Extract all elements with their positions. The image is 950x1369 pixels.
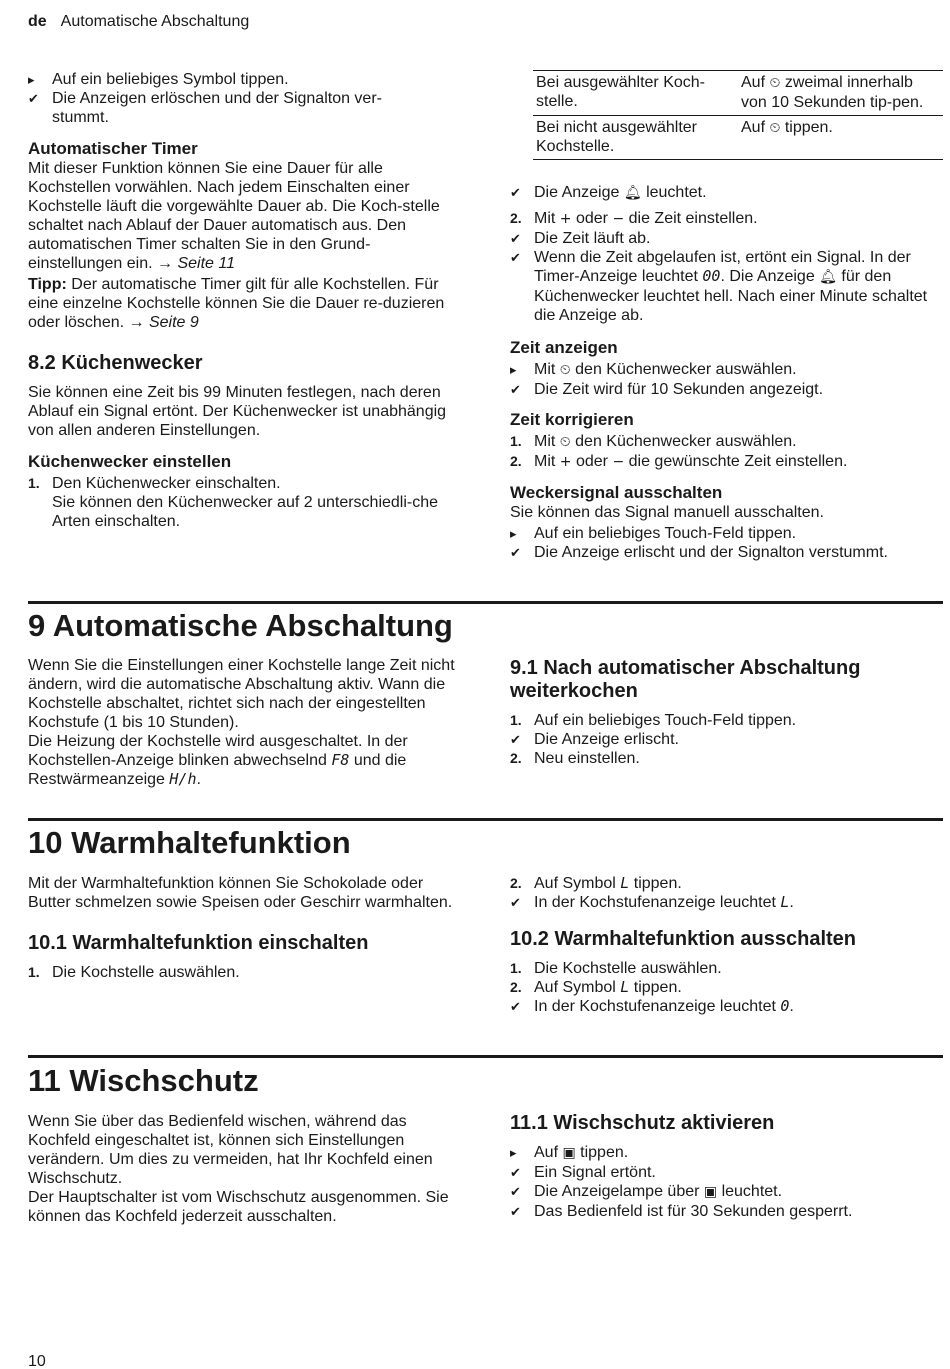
section-divider [28, 1055, 943, 1058]
list-item: ✔ Die Anzeige erlischt und der Signalton verstummt. [510, 544, 888, 561]
section-heading: Automatischer Timer [28, 139, 198, 158]
display-segment: F8 [331, 751, 350, 769]
minus-icon: − [612, 211, 625, 227]
paragraph: Mit dieser Funktion können Sie eine Dauer für alle Kochstellen vorwählen. Nach jedem Einschalten einer Kochstelle läuft die vorgewählte Dauer ab. Die Koch-stelle schaltet nach Ablauf der Dauer automatisch aus. Den automatischen Timer schalten Sie in den Grund-einstellungen ein. → Seite 11 [28, 160, 440, 272]
list-item: ✔ In der Kochstufenanzeige leuchtet 0. [510, 997, 794, 1015]
list-item: ▸ Auf ein beliebiges Symbol tippen. [28, 71, 289, 88]
display-segment: 0 [780, 997, 790, 1015]
list-item-sub: Sie können den Küchenwecker auf 2 unterschiedli-che Arten einschalten. [52, 494, 439, 530]
sec11-left-column [28, 1112, 463, 1226]
list-item: ▸ Auf ▣ tippen. [510, 1144, 629, 1161]
section-heading: 10.1 Warmhaltefunktion einschalten [28, 932, 369, 954]
list-item: 1. Den Küchenwecker einschalten. [28, 475, 281, 492]
right-top-column [510, 183, 945, 562]
display-segment: 00 [702, 267, 721, 285]
section-heading: 8.2 Küchenwecker [28, 352, 203, 374]
sec10-right-column [510, 874, 940, 1016]
section-heading: Küchenwecker einstellen [28, 452, 232, 471]
timer-icon: ⏲ [559, 362, 571, 378]
section-divider [28, 601, 943, 604]
left-top-column [28, 70, 453, 531]
paragraph: Mit der Warmhaltefunktion können Sie Schokolade oder Butter schmelzen sowie Speisen oder Geschirr warmhalten. [28, 875, 453, 911]
bell-icon: 🔔︎ [623, 185, 642, 201]
plus-icon: + [559, 454, 572, 470]
page-number: 10 [28, 1353, 46, 1369]
sec10-left-column [28, 874, 458, 982]
list-item: 1. Die Kochstelle auswählen. [28, 964, 240, 981]
table-cell: Bei ausgewählter Koch-stelle. [536, 74, 705, 110]
paragraph: Sie können das Signal manuell ausschalten. [510, 504, 824, 521]
minus-icon: − [612, 454, 625, 470]
section-heading: 9.1 Nach automatischer Abschaltung weiterkochen [510, 657, 861, 702]
list-item: ✔ Das Bedienfeld ist für 30 Sekunden gesperrt. [510, 1203, 853, 1220]
header-title: Automatische Abschaltung [60, 13, 250, 30]
display-segment: L [620, 978, 630, 996]
list-item: 1. Mit ⏲ den Küchenwecker auswählen. [510, 433, 797, 450]
list-item: ✔ Wenn die Zeit abgelaufen ist, ertönt ein Signal. In der Timer-Anzeige leuchtet 00. Die Anzeige 🔔︎ für den Küchenwecker leuchtet hell. Nach einer Minute schaltet die Anzeige ab. [510, 249, 928, 324]
section-heading: Weckersignal ausschalten [510, 483, 723, 502]
list-item: 2. Mit + oder − die gewünschte Zeit einstellen. [510, 453, 848, 470]
timer-icon: ⏲ [559, 434, 571, 450]
list-item: ✔ Die Anzeigen erlöschen und der Signalton ver- stummt. [28, 90, 382, 126]
chapter-heading: 10 Warmhaltefunktion [28, 825, 351, 860]
chapter-heading: 9 Automatische Abschaltung [28, 608, 453, 643]
list-item: 2. Auf Symbol L tippen. [510, 874, 682, 892]
sec9-left-column [28, 656, 458, 789]
activation-table [533, 70, 943, 160]
list-item: ▸ Auf ein beliebiges Touch-Feld tippen. [510, 525, 797, 542]
page-reference[interactable]: → Seite 9 [128, 314, 199, 331]
wipe-protection-icon: ▣ [703, 1184, 718, 1200]
timer-icon: ⏲ [769, 120, 781, 136]
chapter-heading: 11 Wischschutz [28, 1063, 259, 1098]
section-heading: Zeit korrigieren [510, 410, 634, 429]
list-item: 2. Neu einstellen. [510, 750, 640, 767]
list-item: ✔ Die Anzeigelampe über ▣ leuchtet. [510, 1183, 783, 1200]
list-item: ✔ In der Kochstufenanzeige leuchtet L. [510, 893, 794, 911]
display-segment: L [780, 893, 790, 911]
list-item: ✔ Die Anzeige erlischt. [510, 731, 679, 748]
page-reference[interactable]: → Seite 11 [157, 255, 235, 272]
table-cell: Auf ⏲ tippen. [741, 119, 833, 136]
wipe-protection-icon: ▣ [562, 1145, 576, 1161]
tip-paragraph: Tipp: Der automatische Timer gilt für alle Kochstellen. Für eine einzelne Kochstelle können Sie die Dauer re-duzieren oder löschen. → Seite 9 [28, 276, 445, 331]
display-segment: L [620, 874, 630, 892]
list-item: ▸ Mit ⏲ den Küchenwecker auswählen. [510, 361, 797, 378]
list-item: ✔ Die Anzeige 🔔︎ leuchtet. [510, 184, 707, 201]
paragraph: Die Heizung der Kochstelle wird ausgeschaltet. In der Kochstellen-Anzeige blinken abwechselnd F8 und die Restwärmeanzeige H/h. [28, 733, 408, 788]
list-item: ✔ Die Zeit läuft ab. [510, 230, 651, 247]
plus-icon: + [559, 211, 572, 227]
section-heading: 10.2 Warmhaltefunktion ausschalten [510, 928, 857, 950]
list-item: ✔ Ein Signal ertönt. [510, 1164, 656, 1181]
table-row [533, 71, 943, 116]
list-item: 1. Die Kochstelle auswählen. [510, 960, 722, 977]
section-heading: 11.1 Wischschutz aktivieren [510, 1112, 775, 1134]
paragraph: Sie können eine Zeit bis 99 Minuten festlegen, nach deren Ablauf ein Signal ertönt. Der Küchenwecker ist unabhängig von allen anderen Einstellungen. [28, 384, 447, 439]
list-item: 2. Mit + oder − die Zeit einstellen. [510, 210, 758, 227]
page-header [28, 12, 249, 31]
timer-icon: ⏲ [769, 75, 781, 91]
sec11-right-column [510, 1112, 940, 1221]
section-divider [28, 818, 943, 821]
sec9-right-column [510, 657, 940, 768]
section-heading: Zeit anzeigen [510, 338, 618, 357]
language-code: de [28, 13, 47, 30]
table-cell: Bei nicht ausgewählter Kochstelle. [536, 119, 697, 155]
bell-icon: 🔔︎ [819, 269, 837, 285]
display-segment: H/h [169, 770, 197, 788]
paragraph: Wenn Sie die Einstellungen einer Kochstelle lange Zeit nicht ändern, wird die automatische Abschaltung aktiv. Wann die Kochstelle abschaltet, richtet sich nach der eingestellten Kochstufe (1 bis 10 Stunden). [28, 657, 455, 731]
list-item: 1. Auf ein beliebiges Touch-Feld tippen. [510, 712, 797, 729]
paragraph: Der Hauptschalter ist vom Wischschutz ausgenommen. Sie können das Kochfeld jederzeit ausschalten. [28, 1189, 449, 1225]
table-row [533, 116, 943, 160]
list-item: 2. Auf Symbol L tippen. [510, 978, 682, 996]
paragraph: Wenn Sie über das Bedienfeld wischen, während das Kochfeld eingeschaltet ist, können sich Einstellungen verändern. Um dies zu vermeiden, hat Ihr Kochfeld einen Wischschutz. [28, 1113, 433, 1187]
list-item: ✔ Die Zeit wird für 10 Sekunden angezeigt. [510, 381, 824, 398]
table-cell: Auf ⏲ zweimal innerhalb von 10 Sekunden tip-pen. [741, 74, 924, 111]
